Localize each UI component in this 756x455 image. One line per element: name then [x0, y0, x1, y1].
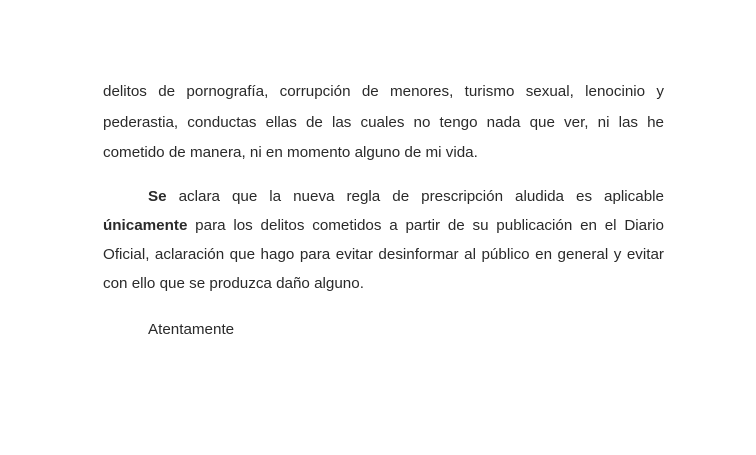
paragraph1-line1: delitos de pornografía, corrupción de menores, turismo sexual, lenocinio y: [103, 83, 664, 100]
paragraph2-line1-text: aclara que la nueva regla de prescripción aludida es aplicable: [166, 188, 664, 205]
paragraph2-line2: [103, 217, 664, 235]
paragraph2-emphasis-unicamente: únicamente: [103, 217, 188, 234]
paragraph1-line2: pederastia, conductas ellas de las cuales no tengo nada que ver, ni las he: [103, 114, 664, 131]
paragraph1-line3: cometido de manera, ni en momento alguno de mi vida.: [103, 144, 478, 161]
paragraph2-line3: Oficial, aclaración que hago para evitar desinformar al público en general y evitar: [103, 246, 664, 263]
paragraph2-emphasis-se: Se: [148, 188, 167, 205]
paragraph2-line4: con ello que se produzca daño alguno.: [103, 275, 364, 292]
paragraph2-line2-text: para los delitos cometidos a partir de su publicación en el Diario: [187, 217, 664, 234]
paragraph2-line1: [148, 188, 664, 206]
closing-text: Atentamente: [148, 321, 235, 338]
